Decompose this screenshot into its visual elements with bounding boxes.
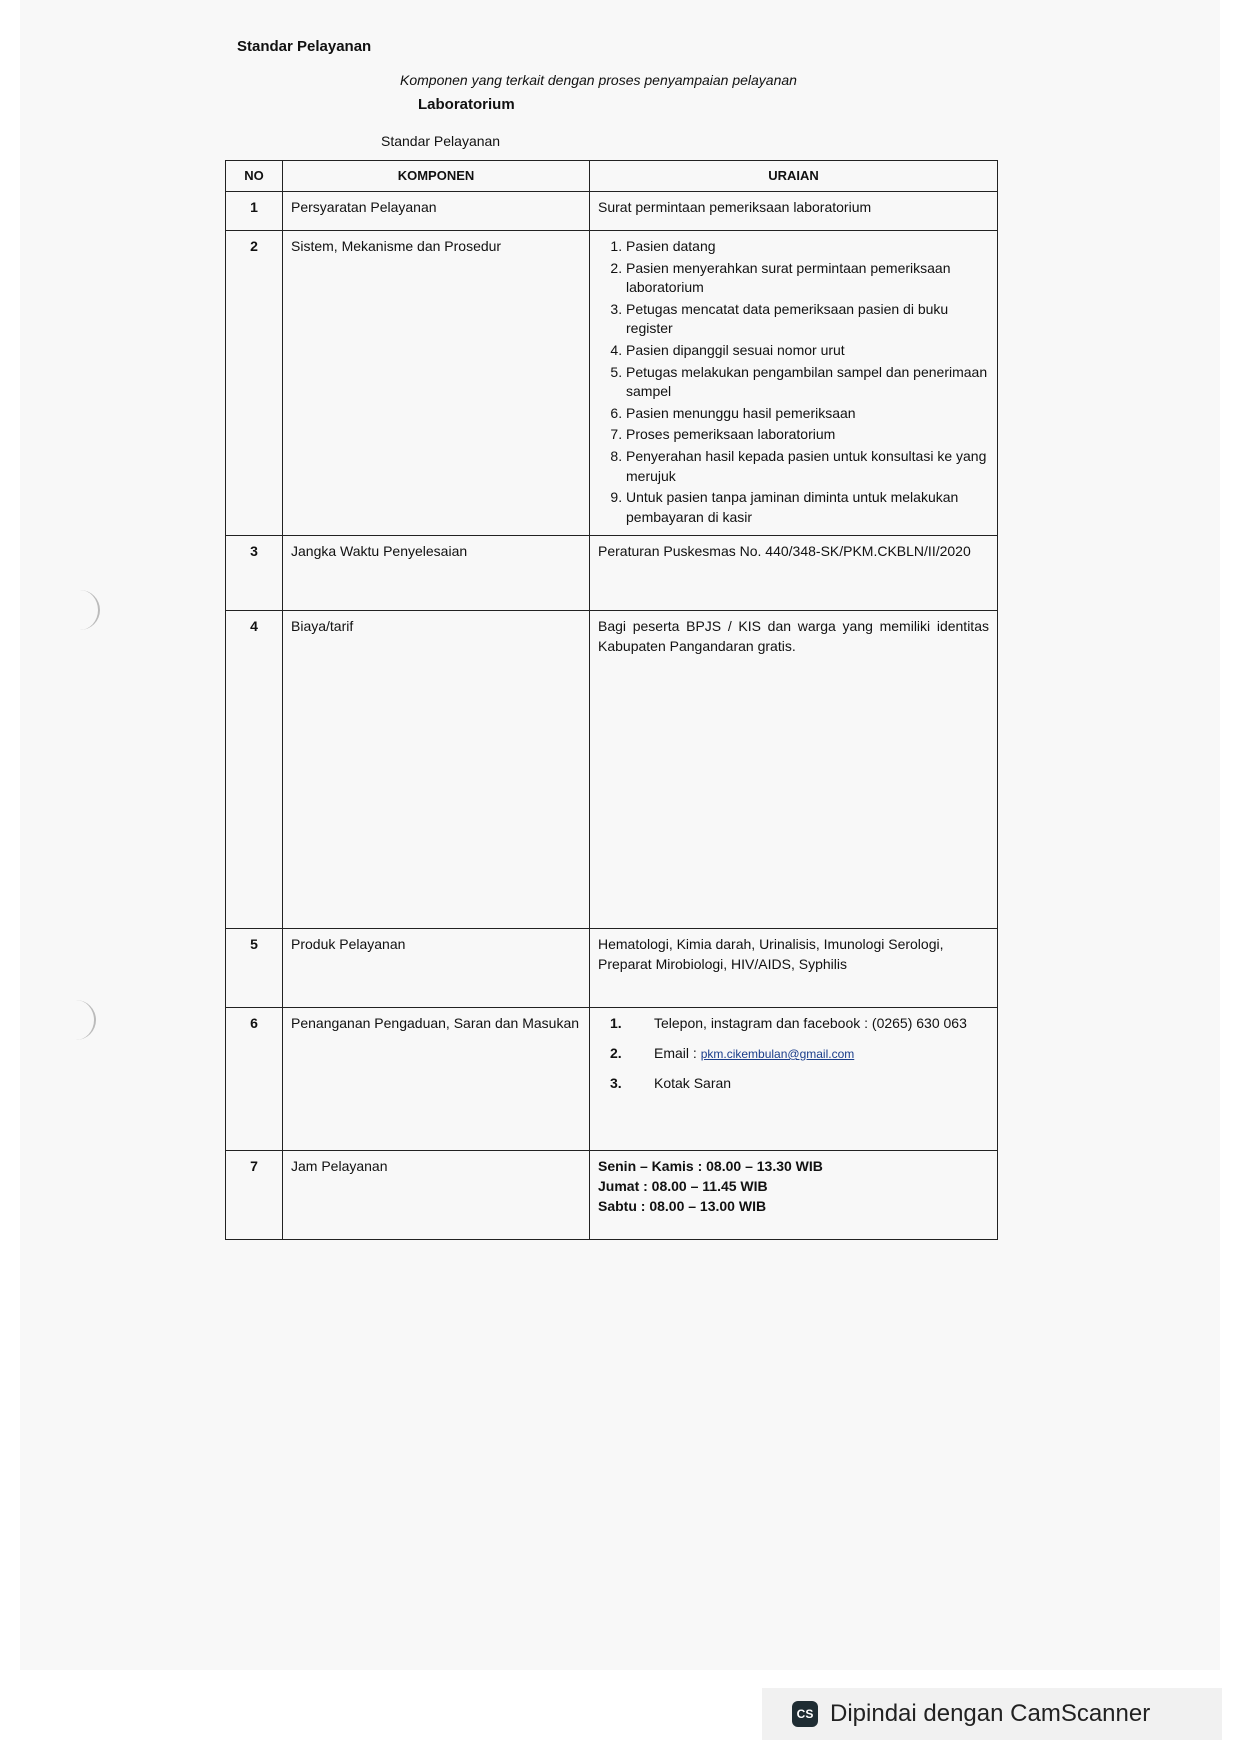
procedure-step: 4. Pasien dipanggil sesuai nomor urut [626,341,989,361]
header-uraian: URAIAN [590,161,998,192]
service-hours-line: Senin – Kamis : 08.00 – 13.30 WIB [598,1158,823,1175]
document-subtitle: Komponen yang terkait dengan proses penyampaian pelayanan [400,72,797,88]
channel-number: 2. [610,1044,622,1061]
row-description: Surat permintaan pemeriksaan laboratorium [590,192,998,231]
camscanner-watermark [762,1688,1222,1740]
row-number: 6 [226,1008,283,1151]
procedure-steps-list [598,237,989,527]
procedure-step: 6. Pasien menunggu hasil pemeriksaan [626,404,989,424]
table-header-row [226,161,998,192]
row-component: Penanganan Pengaduan, Saran dan Masukan [283,1008,590,1151]
table-row [226,231,998,536]
row-description: Hematologi, Kimia darah, Urinalisis, Imunologi Serologi, Preparat Mirobiologi, HIV/AIDS, Syphilis [590,929,998,1008]
row-component: Sistem, Mekanisme dan Prosedur [283,231,590,536]
row-component: Produk Pelayanan [283,929,590,1008]
table-row [226,1151,998,1240]
channel-number: 3. [610,1074,622,1091]
service-standard-table [225,160,998,1240]
procedure-step: 2. Pasien menyerahkan surat permintaan pemeriksaan laboratorium [626,259,989,298]
channel-text: Telepon, instagram dan facebook : (0265) 630 063 [654,1015,967,1032]
row-description [590,231,998,536]
row-number: 7 [226,1151,283,1240]
row-description: Bagi peserta BPJS / KIS dan warga yang memiliki identitas Kabupaten Pangandaran gratis. [590,611,998,929]
row-description [590,1151,998,1240]
row-number: 3 [226,536,283,611]
complaint-channel [610,1044,989,1064]
procedure-step: 3. Petugas mencatat data pemeriksaan pasien di buku register [626,300,989,339]
table-row [226,536,998,611]
row-component: Persyaratan Pelayanan [283,192,590,231]
complaint-channel [610,1074,989,1094]
row-component: Jam Pelayanan [283,1151,590,1240]
row-number: 4 [226,611,283,929]
complaint-channels-list [598,1014,989,1093]
procedure-step: 7. Proses pemeriksaan laboratorium [626,425,989,445]
procedure-step: 9. Untuk pasien tanpa jaminan diminta untuk melakukan pembayaran di kasir [626,488,989,527]
table-row [226,611,998,929]
table-caption: Standar Pelayanan [381,133,501,149]
complaint-channel [610,1014,989,1034]
row-description [590,1008,998,1151]
table-row [226,192,998,231]
email-link[interactable]: pkm.cikembulan@gmail.com [700,1046,855,1061]
row-number: 2 [226,231,283,536]
row-number: 1 [226,192,283,231]
row-number: 5 [226,929,283,1008]
row-component: Biaya/tarif [283,611,590,929]
header-komponen: KOMPONEN [283,161,590,192]
service-hours-line: Jumat : 08.00 – 11.45 WIB [598,1177,768,1194]
service-hours-line: Sabtu : 08.00 – 13.00 WIB [598,1197,767,1214]
table-row [226,929,998,1008]
table-row [226,1008,998,1151]
channel-text: Kotak Saran [654,1074,732,1091]
row-description: Peraturan Puskesmas No. 440/348-SK/PKM.CKBLN/II/2020 [590,536,998,611]
procedure-step: 8. Penyerahan hasil kepada pasien untuk konsultasi ke yang merujuk [626,447,989,486]
camscanner-text: Dipindai dengan CamScanner [830,1700,1151,1727]
email-label: Email : [654,1044,697,1061]
header-no: NO [226,161,283,192]
procedure-step: 1. Pasien datang [626,237,989,257]
camscanner-logo-icon: CS [792,1701,818,1727]
channel-number: 1. [610,1015,622,1032]
row-component: Jangka Waktu Penyelesaian [283,536,590,611]
procedure-step: 5. Petugas melakukan pengambilan sampel dan penerimaan sampel [626,363,989,402]
section-heading: Laboratorium [418,96,515,113]
document-title: Standar Pelayanan [237,38,372,55]
